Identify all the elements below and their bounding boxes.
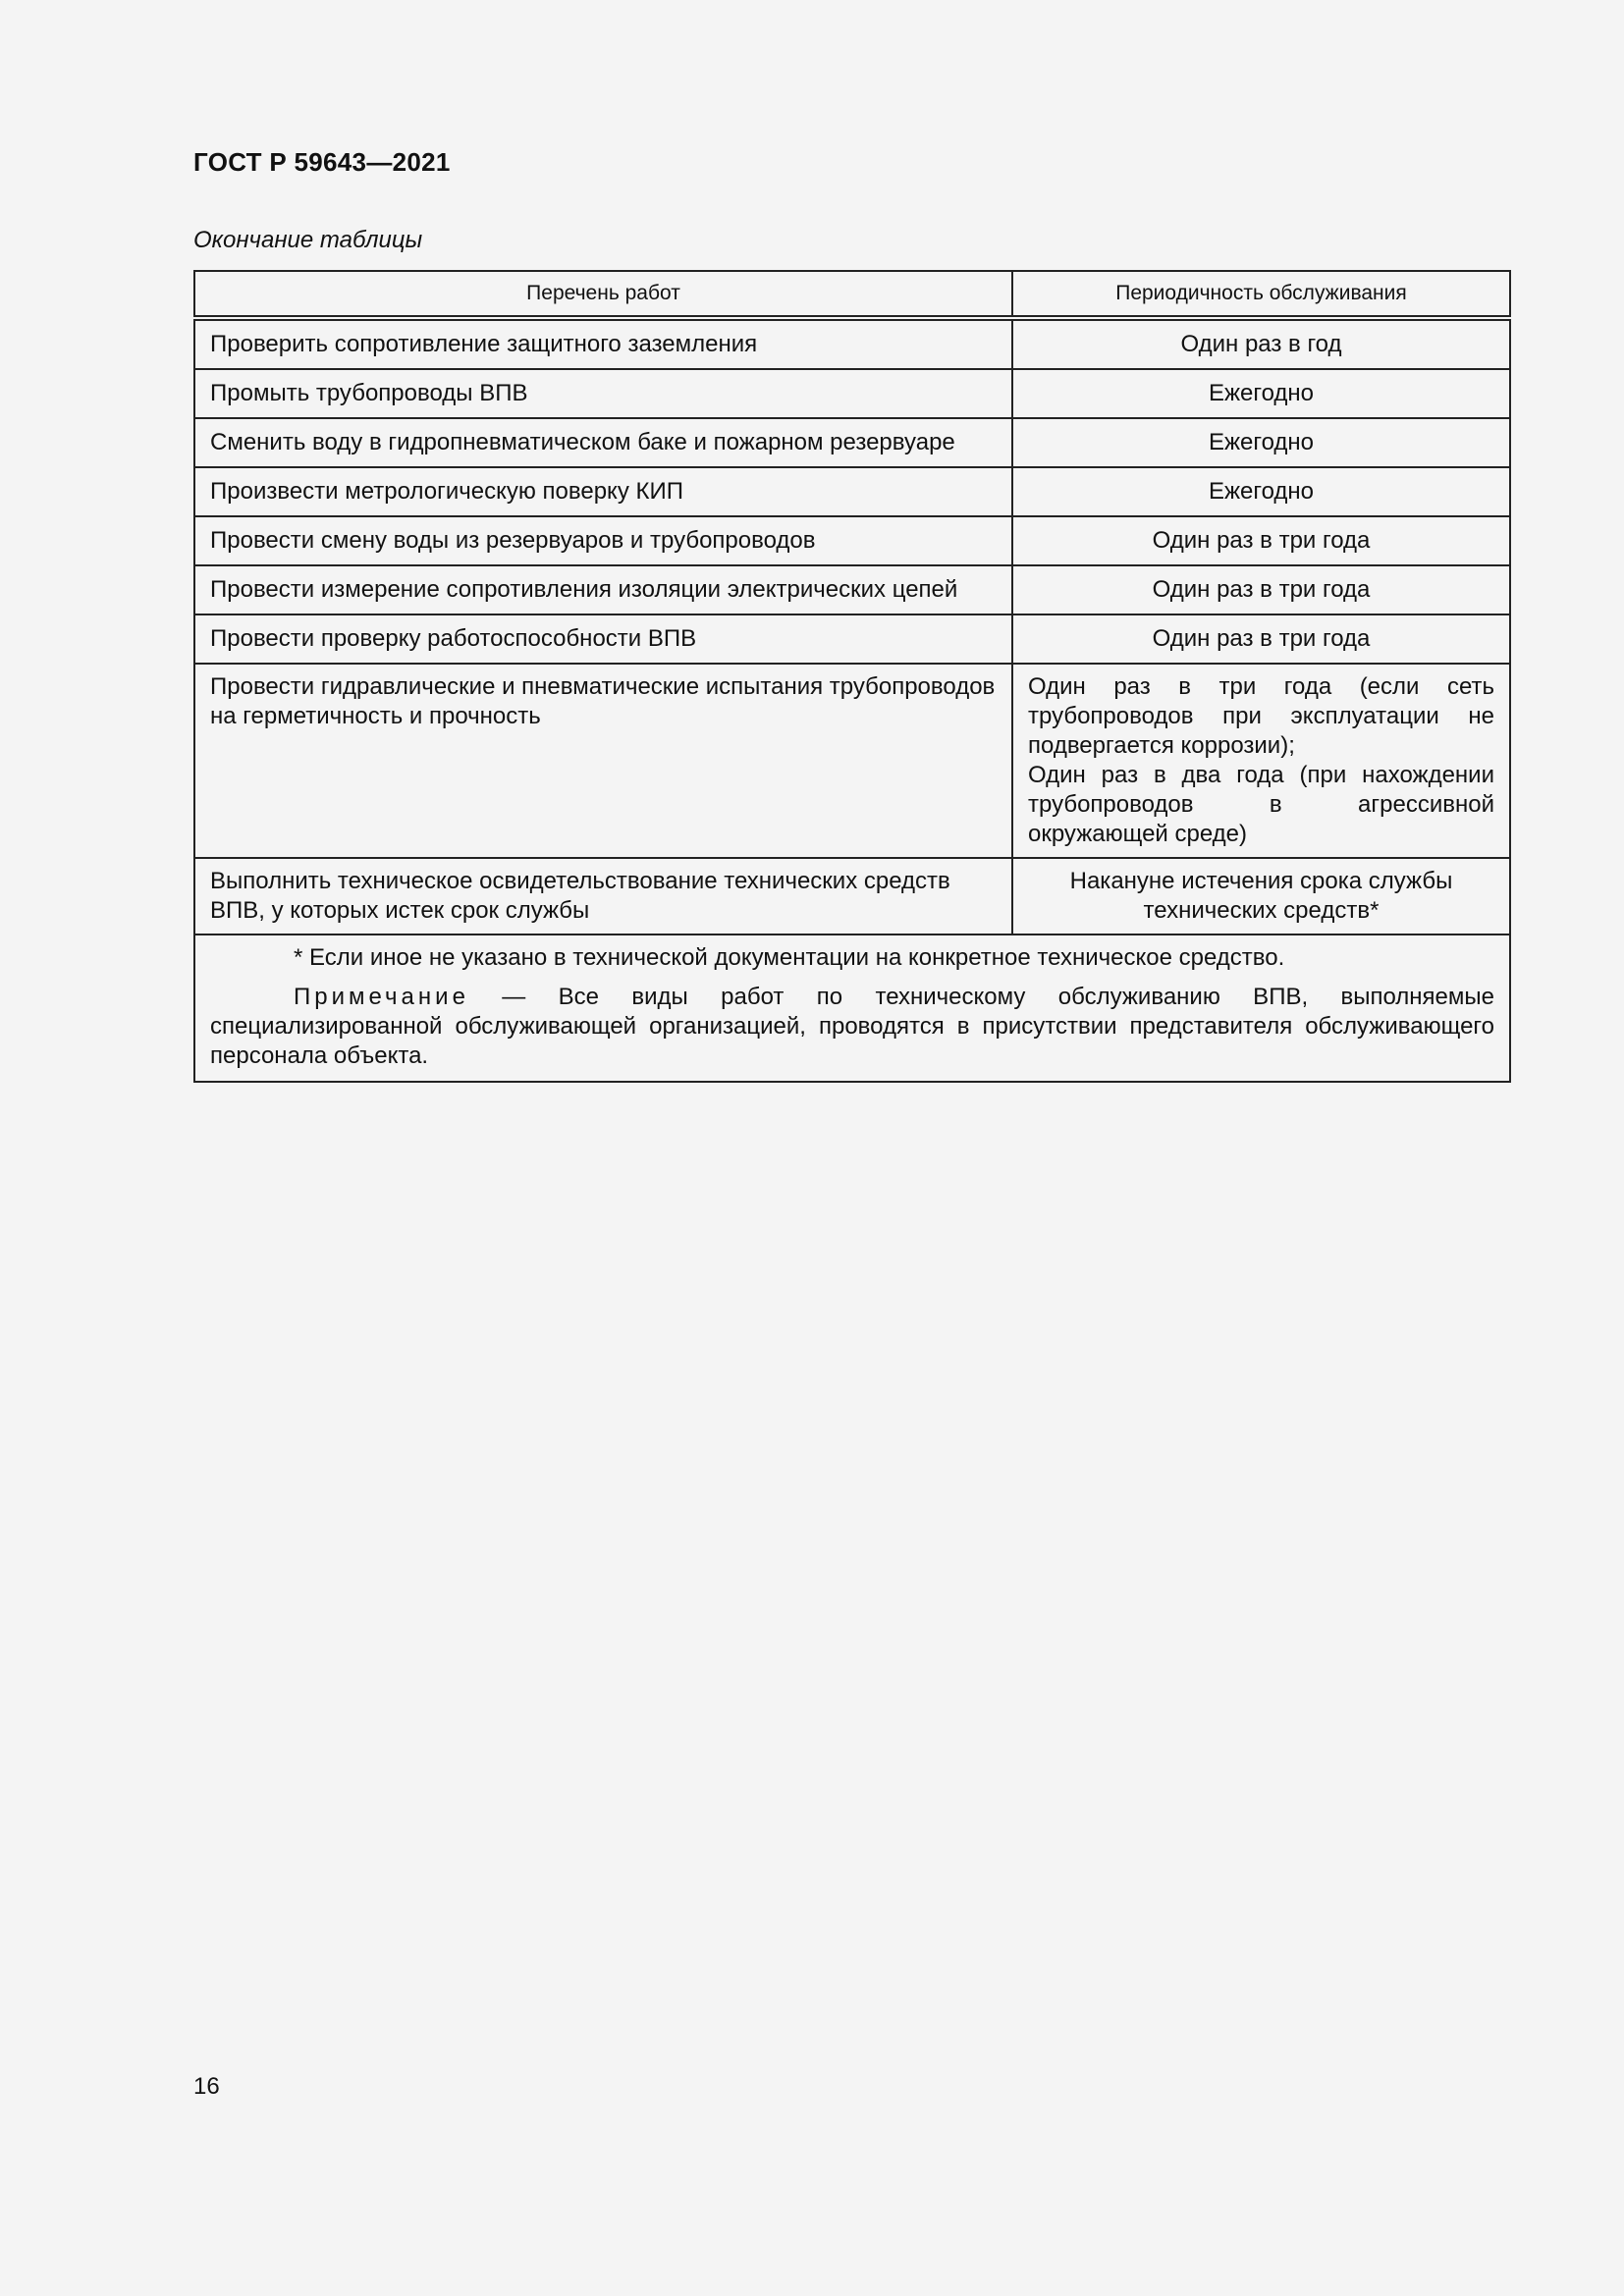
- maintenance-table-container: [193, 270, 1509, 1083]
- table-caption: Окончание таблицы: [193, 227, 423, 253]
- document-id: ГОСТ Р 59643—2021: [193, 147, 451, 177]
- table-row: [194, 467, 1510, 516]
- page-number: 16: [193, 2073, 220, 2100]
- note: [210, 983, 1494, 1071]
- work-cell: Провести смену воды из резервуаров и трубопроводов: [194, 516, 1012, 565]
- period-cell: Ежегодно: [1012, 418, 1510, 467]
- maintenance-table: [193, 270, 1511, 1083]
- work-cell: Промыть трубопроводы ВПВ: [194, 369, 1012, 418]
- period-condition-a: Один раз в три года (если сеть трубопроводов при эксплуатации не подвергается коррозии);: [1028, 673, 1494, 759]
- column-header-period: Периодичность обслуживания: [1012, 271, 1510, 318]
- period-cell: Ежегодно: [1012, 369, 1510, 418]
- table-row: [194, 858, 1510, 934]
- period-cell: Один раз в три года: [1012, 614, 1510, 664]
- period-cell: Один раз в три года: [1012, 516, 1510, 565]
- period-cell: Один раз в год: [1012, 318, 1510, 369]
- column-header-work: Перечень работ: [194, 271, 1012, 318]
- table-row: [194, 516, 1510, 565]
- table-row: [194, 418, 1510, 467]
- work-cell: Сменить воду в гидропневматическом баке и пожарном резервуаре: [194, 418, 1012, 467]
- work-cell: Провести измерение сопротивления изоляции электрических цепей: [194, 565, 1012, 614]
- table-notes-row: [194, 934, 1510, 1082]
- period-cell: [1012, 664, 1510, 858]
- work-cell: Провести гидравлические и пневматические испытания трубопроводов на герметичность и прочность: [194, 664, 1012, 858]
- notes-cell: [194, 934, 1510, 1082]
- work-cell: Выполнить техническое освидетельствование технических средств ВПВ, у которых истек срок службы: [194, 858, 1012, 934]
- period-cell: Ежегодно: [1012, 467, 1510, 516]
- work-cell: Провести проверку работоспособности ВПВ: [194, 614, 1012, 664]
- period-condition-b: Один раз в два года (при нахождении трубопроводов в агрессивной окружающей среде): [1028, 762, 1494, 847]
- table-row: [194, 565, 1510, 614]
- work-cell: Произвести метрологическую поверку КИП: [194, 467, 1012, 516]
- note-text: — Все виды работ по техническому обслуживанию ВПВ, выполняемые специализированной обслуживающей организацией, проводятся в присутствии представителя обслуживающего персонала объекта.: [210, 984, 1494, 1069]
- table-header-row: [194, 271, 1510, 318]
- table-row: [194, 664, 1510, 858]
- work-cell: Проверить сопротивление защитного заземления: [194, 318, 1012, 369]
- table-row: [194, 369, 1510, 418]
- note-label: Примечание: [294, 984, 469, 1010]
- table-row: [194, 614, 1510, 664]
- period-cell: Один раз в три года: [1012, 565, 1510, 614]
- table-row: [194, 318, 1510, 369]
- period-cell: Накануне истечения срока службы технических средств*: [1012, 858, 1510, 934]
- footnote: * Если иное не указано в технической документации на конкретное техническое средство.: [294, 944, 1285, 971]
